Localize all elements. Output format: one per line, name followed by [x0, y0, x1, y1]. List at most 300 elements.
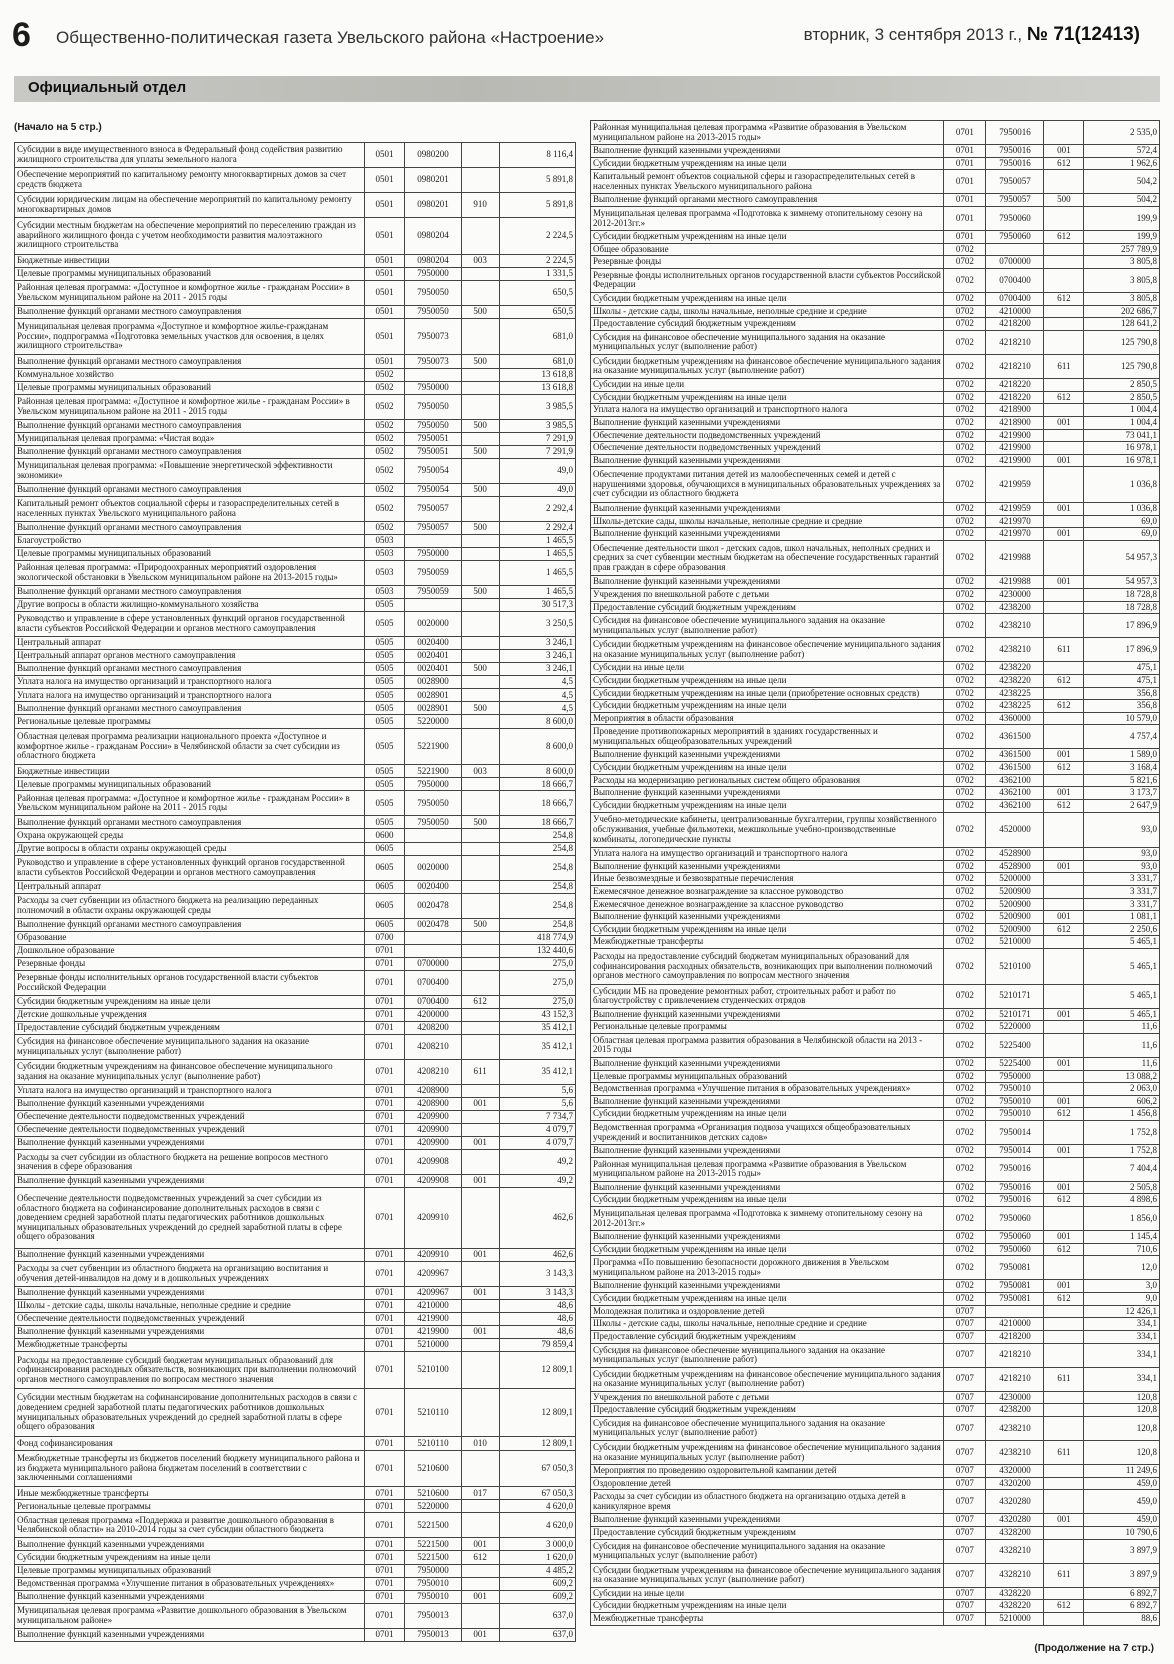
expense-type — [461, 791, 499, 816]
table-row — [591, 576, 1160, 589]
row-name: Предоставление субсидий бюджетным учреждениям — [591, 1404, 944, 1417]
row-name: Субсидии бюджетным учреждениям на финансовое обеспечение муниципального задания на оказание муниципальных услуг (выполнение работ) — [591, 638, 944, 662]
row-name: Районная целевая программа: «Природоохранных мероприятий оздоровления экологической обстановки в Увельском муниципальном районе на 2013-2015 годы» — [15, 561, 365, 586]
amount: 5 465,1 — [1084, 1008, 1160, 1021]
table-row — [15, 663, 576, 676]
target-code: 7950000 — [405, 1564, 461, 1577]
table-row — [15, 612, 576, 637]
target-code: 4209910 — [405, 1188, 461, 1248]
target-code: 4238210 — [986, 1416, 1044, 1440]
expense-type — [1044, 1305, 1084, 1318]
table-row — [591, 157, 1160, 170]
expense-type — [1044, 467, 1084, 503]
expense-type: 001 — [461, 1628, 499, 1641]
section-code: 0701 — [364, 1577, 405, 1590]
expense-type — [461, 880, 499, 893]
amount: 54 957,3 — [1084, 576, 1160, 589]
amount: 650,5 — [499, 280, 575, 305]
table-row — [591, 1256, 1160, 1280]
section-code: 0707 — [944, 1305, 986, 1318]
section-code: 0701 — [364, 1059, 405, 1084]
amount: 48,6 — [499, 1325, 575, 1338]
section-code: 0702 — [944, 1008, 986, 1021]
amount: 1 962,6 — [1084, 157, 1160, 170]
expense-type — [461, 143, 499, 168]
table-row — [15, 432, 576, 445]
table-row — [591, 515, 1160, 528]
table-row — [591, 1391, 1160, 1404]
amount: 43 152,3 — [499, 1008, 575, 1021]
table-row — [591, 1243, 1160, 1256]
target-code: 4362100 — [986, 774, 1044, 787]
table-row — [15, 995, 576, 1008]
expense-type — [1044, 1404, 1084, 1417]
target-code: 7950060 — [986, 231, 1044, 244]
amount: 3 805,8 — [1084, 293, 1160, 306]
row-name: Субсидии бюджетным учреждениям на иные цели — [591, 293, 944, 306]
amount: 1 465,5 — [499, 534, 575, 547]
amount: 128 641,2 — [1084, 318, 1160, 331]
target-code: 7950014 — [986, 1121, 1044, 1145]
table-row — [591, 885, 1160, 898]
expense-type — [1044, 540, 1084, 576]
target-code: 4218900 — [986, 404, 1044, 417]
expense-type — [1044, 1021, 1084, 1034]
amount: 572,4 — [1084, 145, 1160, 158]
section-code: 0701 — [364, 1137, 405, 1150]
section-code: 0707 — [944, 1367, 986, 1391]
section-code: 0505 — [364, 663, 405, 676]
section-code: 0501 — [364, 254, 405, 267]
row-name: Обеспечение деятельности подведомственных учреждений — [15, 1111, 365, 1124]
section-code: 0702 — [944, 1256, 986, 1280]
expense-type: 010 — [461, 1437, 499, 1450]
amount: 120,8 — [1084, 1391, 1160, 1404]
row-name: Школы - детские сады, школы начальные, неполные средние и средние — [591, 1318, 944, 1331]
amount: 334,1 — [1084, 1318, 1160, 1331]
amount: 125 790,8 — [1084, 354, 1160, 378]
target-code — [405, 368, 461, 381]
row-name: Субсидии бюджетным учреждениям на иные цели — [591, 762, 944, 775]
expense-type: 612 — [1044, 1194, 1084, 1207]
table-row — [591, 1563, 1160, 1587]
row-name: Учреждения по внешкольной работе с детьми — [591, 1391, 944, 1404]
section-code: 0702 — [944, 354, 986, 378]
table-row — [15, 192, 576, 217]
row-name: Выполнение функций органами местного самоуправления — [15, 355, 365, 368]
section-code: 0701 — [364, 1513, 405, 1538]
section-code: 0702 — [944, 662, 986, 675]
table-row — [591, 391, 1160, 404]
expense-type — [1044, 1033, 1084, 1057]
section-code: 0502 — [364, 394, 405, 419]
amount: 16 978,1 — [1084, 454, 1160, 467]
amount: 4,5 — [499, 702, 575, 715]
expense-type — [1044, 984, 1084, 1008]
expense-type — [1044, 1416, 1084, 1440]
row-name: Детские дошкольные учреждения — [15, 1008, 365, 1021]
table-row — [591, 1539, 1160, 1563]
expense-type — [461, 1111, 499, 1124]
section-code: 0701 — [364, 1286, 405, 1299]
target-code: 0020401 — [405, 650, 461, 663]
row-name: Выполнение функций казенными учреждениями — [591, 1145, 944, 1158]
table-row — [15, 1325, 576, 1338]
section-code: 0702 — [944, 1231, 986, 1244]
row-name: Выполнение функций органами местного самоуправления — [15, 702, 365, 715]
section-code: 0707 — [944, 1477, 986, 1490]
row-name: Выполнение функций казенными учреждениями — [591, 416, 944, 429]
table-row — [591, 354, 1160, 378]
amount: 1 004,4 — [1084, 416, 1160, 429]
section-code: 0605 — [364, 880, 405, 893]
section-code: 0702 — [944, 923, 986, 936]
table-row — [15, 1628, 576, 1641]
target-code: 5220000 — [986, 1021, 1044, 1034]
section-code: 0701 — [364, 1603, 405, 1628]
target-code: 5210110 — [405, 1437, 461, 1450]
target-code: 4210000 — [986, 1318, 1044, 1331]
section-code: 0701 — [944, 170, 986, 194]
table-row — [591, 1181, 1160, 1194]
expense-type — [1044, 812, 1084, 848]
target-code: 7950016 — [986, 1194, 1044, 1207]
expense-type: 612 — [1044, 923, 1084, 936]
amount: 418 774,9 — [499, 931, 575, 944]
section-code: 0701 — [944, 121, 986, 145]
amount: 6 892,7 — [1084, 1600, 1160, 1613]
section-code: 0702 — [944, 429, 986, 442]
expense-type — [461, 432, 499, 445]
expense-type: 612 — [1044, 293, 1084, 306]
row-name: Общее образование — [591, 243, 944, 256]
table-row — [15, 547, 576, 560]
expense-type — [461, 1564, 499, 1577]
expense-type — [1044, 515, 1084, 528]
expense-type — [461, 534, 499, 547]
amount: 4 485,2 — [499, 1564, 575, 1577]
expense-type: 612 — [1044, 674, 1084, 687]
target-code: 0020478 — [405, 918, 461, 931]
target-code: 4208200 — [405, 1021, 461, 1034]
target-code — [405, 534, 461, 547]
table-row — [15, 167, 576, 192]
section-code: 0702 — [944, 898, 986, 911]
expense-type: 500 — [461, 663, 499, 676]
amount: 1 331,5 — [499, 267, 575, 280]
section-code: 0701 — [364, 1388, 405, 1437]
table-row — [15, 458, 576, 483]
row-name: Уплата налога на имущество организаций и транспортного налога — [591, 848, 944, 861]
target-code: 4238220 — [986, 662, 1044, 675]
target-code: 7950073 — [405, 355, 461, 368]
section-code: 0702 — [944, 949, 986, 985]
section-code: 0702 — [944, 391, 986, 404]
table-row — [15, 1312, 576, 1325]
section-code: 0702 — [944, 674, 986, 687]
table-row — [15, 1124, 576, 1137]
amount: 17 896,9 — [1084, 638, 1160, 662]
row-name: Межбюджетные трансферты — [591, 936, 944, 949]
table-row — [591, 898, 1160, 911]
row-name: Выполнение функций казенными учреждениями — [15, 1137, 365, 1150]
section-code: 0702 — [944, 379, 986, 392]
table-row — [15, 931, 576, 944]
row-name: Обеспечение деятельности подведомственных учреждений — [15, 1124, 365, 1137]
row-name: Целевые программы муниципальных образований — [15, 778, 365, 791]
right-column — [590, 120, 1160, 1626]
section-code: 0702 — [944, 787, 986, 800]
amount: 93,0 — [1084, 860, 1160, 873]
row-name: Выполнение функций казенными учреждениями — [15, 1286, 365, 1299]
row-name: Областная целевая программа реализации национального проекта «Доступное и комфортное жилье - гражданам России» в Челябинской области за счет субсидии из областного бюджета — [15, 728, 365, 765]
table-row — [591, 949, 1160, 985]
newspaper-title: Общественно-политическая газета Увельского района «Настроение» — [56, 28, 605, 47]
section-code: 0702 — [944, 1057, 986, 1070]
row-name: Субсидии бюджетным учреждениям на иные цели — [591, 157, 944, 170]
table-row — [591, 762, 1160, 775]
table-row — [15, 765, 576, 778]
expense-type: 001 — [461, 1248, 499, 1261]
expense-type: 001 — [1044, 1057, 1084, 1070]
table-row — [591, 936, 1160, 949]
amount: 356,8 — [1084, 700, 1160, 713]
table-row — [591, 1293, 1160, 1306]
expense-type — [461, 970, 499, 995]
section-code: 0702 — [944, 330, 986, 354]
target-code: 0700400 — [405, 995, 461, 1008]
expense-type — [1044, 207, 1084, 231]
section-code: 0505 — [364, 637, 405, 650]
amount: 275,0 — [499, 970, 575, 995]
expense-type — [461, 547, 499, 560]
section-code: 0707 — [944, 1404, 986, 1417]
amount: 12,0 — [1084, 1256, 1160, 1280]
table-row — [15, 445, 576, 458]
amount: 334,1 — [1084, 1330, 1160, 1343]
table-row — [591, 1021, 1160, 1034]
issue-number: № 71(12413) — [1026, 24, 1140, 45]
target-code: 4528900 — [986, 860, 1044, 873]
target-code: 4218210 — [986, 330, 1044, 354]
target-code: 0020478 — [405, 893, 461, 918]
table-row — [15, 143, 576, 168]
row-name: Выполнение функций органами местного самоуправления — [15, 585, 365, 598]
amount: 6 892,7 — [1084, 1587, 1160, 1600]
target-code: 0020000 — [405, 855, 461, 880]
amount: 54 957,3 — [1084, 540, 1160, 576]
section-code: 0702 — [944, 799, 986, 812]
row-name: Субсидия на финансовое обеспечение муниципального задания на оказание муниципальных услуг (выполнение работ) — [591, 1539, 944, 1563]
section-code: 0701 — [364, 1628, 405, 1641]
row-name: Фонд софинансирования — [15, 1437, 365, 1450]
target-code: 0700000 — [986, 256, 1044, 269]
expense-type: 001 — [461, 1590, 499, 1603]
row-name: Коммунальное хозяйство — [15, 368, 365, 381]
target-code: 4238220 — [986, 674, 1044, 687]
row-name: Центральный аппарат — [15, 880, 365, 893]
section-code: 0702 — [944, 614, 986, 638]
expense-type: 001 — [461, 1137, 499, 1150]
row-name: Уплата налога на имущество организаций и транспортного налога — [15, 689, 365, 702]
expense-type: 612 — [1044, 1293, 1084, 1306]
amount: 681,0 — [499, 318, 575, 355]
expense-type: 612 — [1044, 1108, 1084, 1121]
expense-type — [1044, 873, 1084, 886]
section-code: 0701 — [364, 1564, 405, 1577]
row-name: Расходы за счет субвенции из областного бюджета на реализацию переданных полномочий в области охраны окружающей среды — [15, 893, 365, 918]
expense-type — [461, 1450, 499, 1487]
row-name: Субсидии в виде имущественного взноса в Федеральный фонд содействия развитию жилищного строительства для уплаты земельного налога — [15, 143, 365, 168]
amount: 1 081,1 — [1084, 911, 1160, 924]
row-name: Субсидии бюджетным учреждениям на иные цели — [591, 923, 944, 936]
section-code: 0702 — [944, 404, 986, 417]
target-code: 7950057 — [986, 170, 1044, 194]
expense-type — [1044, 256, 1084, 269]
target-code: 7950081 — [986, 1293, 1044, 1306]
table-row — [15, 1111, 576, 1124]
expense-type — [1044, 725, 1084, 749]
target-code: 4208210 — [405, 1059, 461, 1084]
table-row — [15, 355, 576, 368]
expense-type: 612 — [1044, 799, 1084, 812]
expense-type: 612 — [1044, 1243, 1084, 1256]
amount: 254,8 — [499, 918, 575, 931]
row-name: Выполнение функций органами местного самоуправления — [591, 194, 944, 207]
budget-table-right — [590, 120, 1160, 1626]
amount: 49,2 — [499, 1175, 575, 1188]
amount: 459,0 — [1084, 1514, 1160, 1527]
table-row — [15, 702, 576, 715]
row-name: Выполнение функций казенными учреждениями — [591, 576, 944, 589]
section-code: 0501 — [364, 143, 405, 168]
amount: 12 809,1 — [499, 1388, 575, 1437]
expense-type — [461, 167, 499, 192]
target-code: 4328210 — [986, 1563, 1044, 1587]
target-code: 7950050 — [405, 419, 461, 432]
expense-type — [1044, 614, 1084, 638]
amount: 606,2 — [1084, 1095, 1160, 1108]
table-row — [591, 416, 1160, 429]
expense-type — [1044, 949, 1084, 985]
row-name: Школы - детские сады, школы начальные, неполные средние и средние — [15, 1299, 365, 1312]
expense-type — [461, 829, 499, 842]
table-row — [591, 774, 1160, 787]
table-row — [591, 1416, 1160, 1440]
table-row — [15, 305, 576, 318]
row-name: Предоставление субсидий бюджетным учреждениям — [591, 601, 944, 614]
expense-type: 500 — [461, 419, 499, 432]
table-row — [15, 842, 576, 855]
expense-type: 001 — [1044, 1231, 1084, 1244]
target-code: 5200900 — [986, 923, 1044, 936]
amount: 2 647,9 — [1084, 799, 1160, 812]
target-code: 7950010 — [986, 1095, 1044, 1108]
row-name: Выполнение функций казенными учреждениями — [591, 787, 944, 800]
section-code: 0707 — [944, 1600, 986, 1613]
amount: 254,8 — [499, 855, 575, 880]
expense-type — [461, 1513, 499, 1538]
expense-type: 001 — [461, 1286, 499, 1299]
row-name: Обеспечение деятельности школ - детских садов, школ начальных, неполных средних и средних за счет субвенции местным бюджетам на обеспечение государственных гарантий прав граждан в сфере образования — [591, 540, 944, 576]
amount: 69,0 — [1084, 528, 1160, 541]
section-code: 0702 — [944, 885, 986, 898]
row-name: Резервные фонды — [591, 256, 944, 269]
section-code: 0505 — [364, 702, 405, 715]
target-code: 0980204 — [405, 217, 461, 254]
expense-type — [461, 496, 499, 521]
amount: 3 143,3 — [499, 1286, 575, 1299]
table-row — [15, 918, 576, 931]
table-row — [591, 318, 1160, 331]
table-row — [591, 1095, 1160, 1108]
section-code: 0502 — [364, 458, 405, 483]
table-row — [591, 614, 1160, 638]
table-row — [15, 1175, 576, 1188]
row-name: Выполнение функций органами местного самоуправления — [15, 663, 365, 676]
amount: 2 850,5 — [1084, 379, 1160, 392]
table-row — [591, 540, 1160, 576]
table-row — [591, 1600, 1160, 1613]
expense-type — [1044, 1343, 1084, 1367]
expense-type: 001 — [1044, 860, 1084, 873]
table-row — [15, 1008, 576, 1021]
section-code: 0501 — [364, 217, 405, 254]
amount: 3 250,5 — [499, 612, 575, 637]
amount: 132 440,6 — [499, 944, 575, 957]
amount: 1 589,0 — [1084, 749, 1160, 762]
amount: 4 620,0 — [499, 1500, 575, 1513]
target-code: 4209967 — [405, 1261, 461, 1286]
expense-type — [461, 944, 499, 957]
amount: 3 331,7 — [1084, 885, 1160, 898]
expense-type — [1044, 305, 1084, 318]
expense-type: 500 — [461, 521, 499, 534]
expense-type — [461, 1577, 499, 1590]
table-row — [591, 528, 1160, 541]
table-row — [15, 1551, 576, 1564]
amount: 275,0 — [499, 957, 575, 970]
table-row — [591, 404, 1160, 417]
section-code: 0502 — [364, 496, 405, 521]
expense-type — [461, 931, 499, 944]
target-code: 7950059 — [405, 561, 461, 586]
row-name: Субсидии местным бюджетам на софинансирование дополнительных расходов в связи с доведением средней заработной платы педагогических работников дошкольных муниципальных образовательных учреждений до средней заработной платы в сфере общего образования — [15, 1388, 365, 1437]
expense-type — [461, 715, 499, 728]
row-name: Субсидии бюджетным учреждениям на финансовое обеспечение муниципального задания на оказание муниципальных услуг (выполнение работ) — [591, 1563, 944, 1587]
target-code: 5210000 — [986, 936, 1044, 949]
amount: 254,8 — [499, 893, 575, 918]
amount: 1 752,8 — [1084, 1145, 1160, 1158]
table-row — [15, 715, 576, 728]
expense-type — [461, 778, 499, 791]
section-code: 0707 — [944, 1587, 986, 1600]
row-name: Центральный аппарат — [15, 637, 365, 650]
target-code: 4328220 — [986, 1600, 1044, 1613]
table-row — [591, 749, 1160, 762]
section-code: 0701 — [364, 1325, 405, 1338]
section-code: 0505 — [364, 599, 405, 612]
expense-type — [1044, 1083, 1084, 1096]
amount: 3 805,8 — [1084, 268, 1160, 292]
section-code: 0702 — [944, 873, 986, 886]
amount: 650,5 — [499, 305, 575, 318]
section-code: 0702 — [944, 1095, 986, 1108]
target-code: 4230000 — [986, 1391, 1044, 1404]
section-code: 0702 — [944, 318, 986, 331]
expense-type: 611 — [1044, 1563, 1084, 1587]
table-row — [591, 305, 1160, 318]
